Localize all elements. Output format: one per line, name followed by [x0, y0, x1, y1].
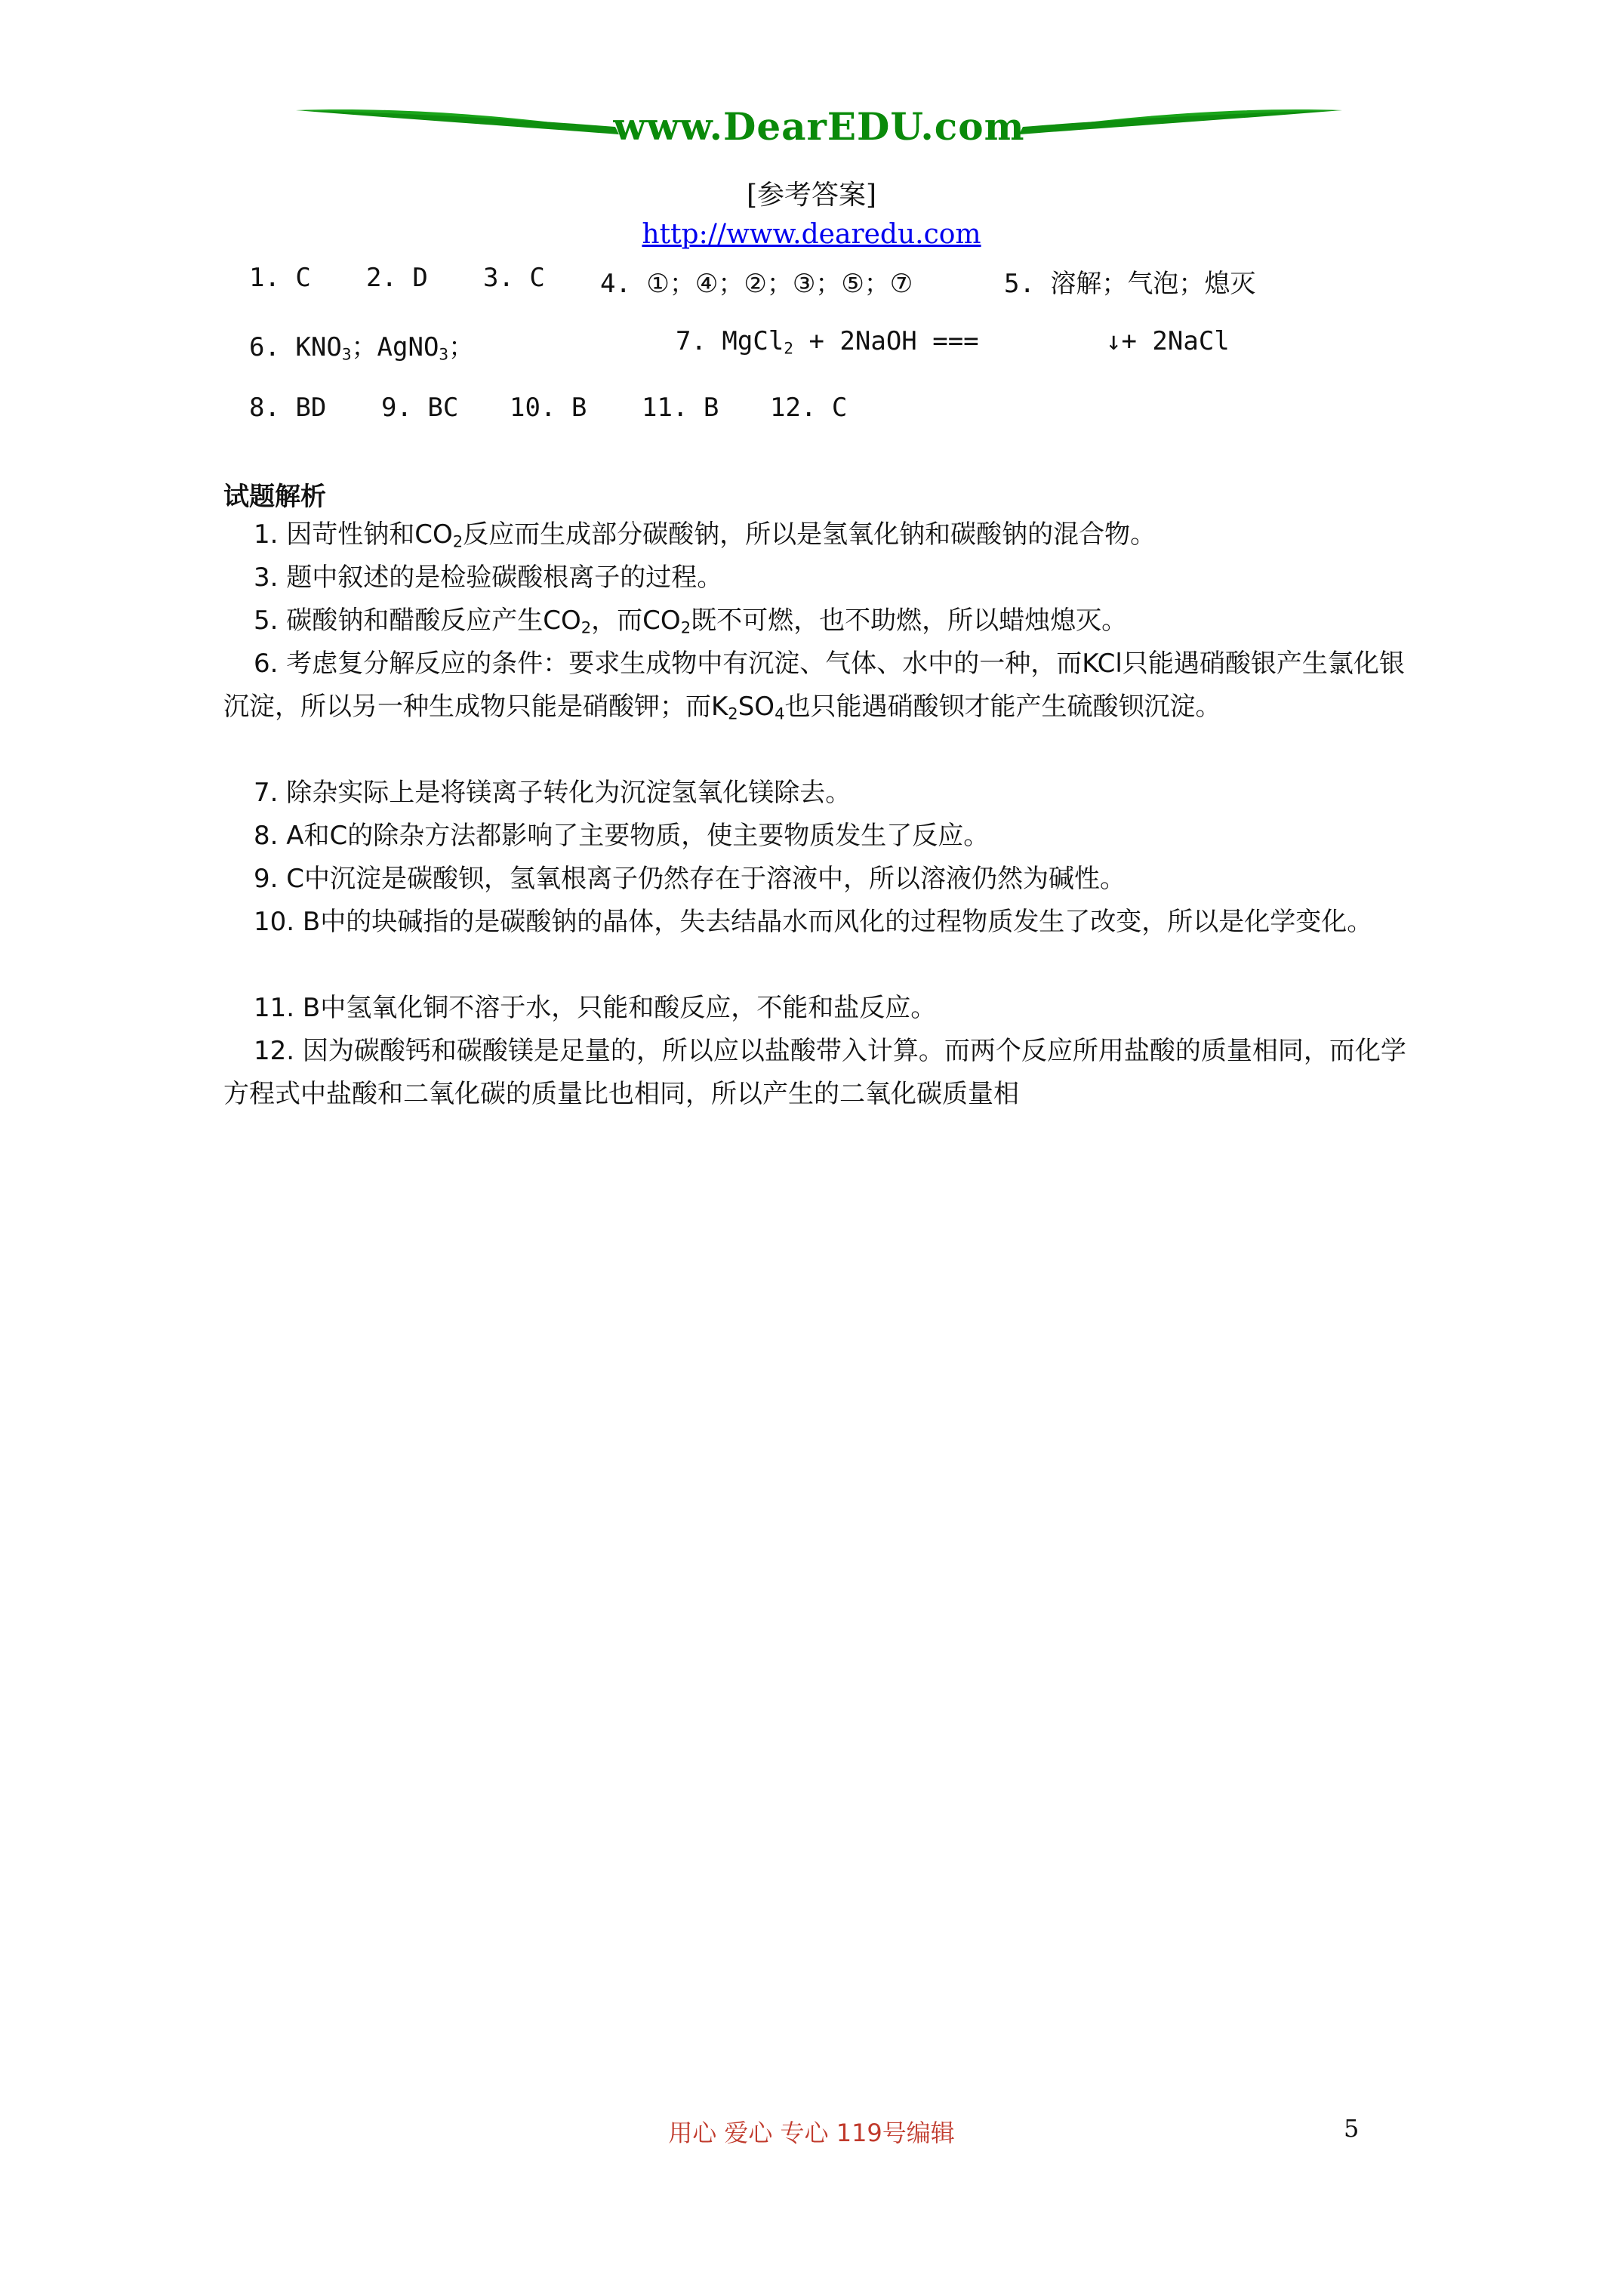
answer-7-suffix: + 2NaOH ===: [793, 326, 979, 356]
exp-5-a: 5. 碳酸钠和醋酸反应产生CO: [254, 606, 581, 636]
answer-11: 11. B: [642, 393, 719, 423]
answers-link[interactable]: http://www.dearedu.com: [642, 219, 981, 250]
answer-6-sub1: 3: [341, 344, 352, 364]
footer-text: 用心 爱心 专心 119号编辑: [668, 2119, 955, 2147]
exp-6-b: SO: [738, 692, 775, 722]
answer-9: 9. BC: [381, 393, 459, 423]
exp-1-sub: 2: [452, 532, 463, 551]
exp-6-c: 也只能遇硝酸钡才能产生硫酸钡沉淀。: [784, 692, 1221, 722]
explanation-8: 8. A和C的除杂方法都影响了主要物质，使主要物质发生了反应。: [254, 821, 990, 851]
explanation-6: [223, 643, 1416, 735]
explanation-12: 12. 因为碳酸钙和碳酸镁是足量的，所以应以盐酸带入计算。而两个反应所用盐酸的质量相同，而化学方程式中盐酸和二氧化碳的质量比也相同，所以产生的二氧化碳质量相: [223, 1036, 1406, 1109]
exp-5-c: 既不可燃，也不助燃，所以蜡烛熄灭。: [691, 606, 1128, 636]
exp-5-b: ，而CO: [591, 606, 681, 636]
answer-6-sub2: 3: [439, 344, 449, 364]
answer-2: 2. D: [366, 263, 428, 293]
answer-6-prefix: 6. KNO: [249, 332, 342, 362]
explanation-9: 9. C中沉淀是碳酸钡，氢氧根离子仍然存在于溶液中，所以溶液仍然为碱性。: [254, 864, 1126, 894]
answers-title: [参考答案]: [746, 180, 877, 211]
explanation-7: 7. 除杂实际上是将镁离子转化为沉淀氢氧化镁除去。: [254, 778, 852, 808]
answer-1: 1. C: [249, 263, 311, 293]
page-number: 5: [1344, 2114, 1360, 2143]
exp-6-sub2: 4: [775, 704, 785, 723]
explanation-1: [223, 513, 1416, 562]
answer-6-mid: ；AgNO: [351, 332, 439, 362]
answer-3: 3. C: [483, 263, 545, 293]
answer-6: [249, 326, 474, 363]
answer-8: 8. BD: [249, 393, 327, 423]
explanation-heading: 试题解析: [223, 482, 326, 512]
explanation-5: [223, 599, 1416, 649]
answer-7-tail: ↓+ 2NaCl: [1106, 326, 1230, 356]
explanation-3: 3. 题中叙述的是检验碳酸根离子的过程。: [254, 562, 723, 593]
answer-7-sub: 2: [784, 338, 793, 358]
answer-12: 12. C: [770, 393, 848, 423]
exp-5-sub1: 2: [581, 618, 592, 637]
exp-1-b: 反应而生成部分碳酸钠，所以是氢氧化钠和碳酸钠的混合物。: [463, 519, 1156, 550]
answer-7: [676, 326, 979, 357]
explanation-11: 11. B中氢氧化铜不溶于水，只能和酸反应，不能和盐反应。: [254, 993, 937, 1023]
answer-6-suffix: ；: [448, 332, 475, 362]
exp-5-sub2: 2: [680, 618, 691, 637]
site-logo-text: www.DearEDU.com: [613, 104, 1025, 149]
exp-6-a: 6. 考虑复分解反应的条件：要求生成物中有沉淀、气体、水中的一种，而KCl只能遇硝酸银产生氯化银沉淀，所以另一种生成物只能是硝酸钾；而K: [223, 649, 1405, 722]
exp-6-sub1: 2: [728, 704, 738, 723]
answer-10: 10. B: [510, 393, 587, 423]
site-banner: [294, 97, 1344, 157]
explanation-10: 10. B中的块碱指的是碳酸钠的晶体，失去结晶水而风化的过程物质发生了改变，所以是化学变化。: [254, 907, 1373, 937]
answer-7-prefix: 7. MgCl: [676, 326, 784, 356]
answer-4: 4. ①；④；②；③；⑤；⑦: [600, 269, 913, 299]
exp-1-a: 1. 因苛性钠和CO: [254, 519, 453, 550]
answer-5: 5. 溶解；气泡；熄灭: [1004, 269, 1256, 299]
